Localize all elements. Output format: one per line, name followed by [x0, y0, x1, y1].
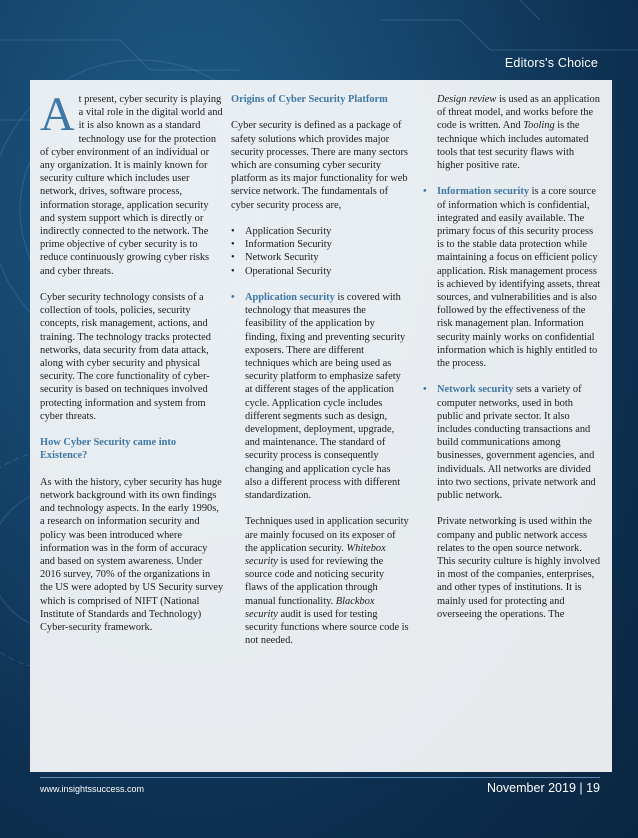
bullet-dot: • [423, 384, 427, 396]
techniques-text-1: Techniques used in application security are mainly focused on its exposer of the application security. [245, 516, 409, 554]
fundamentals-list [231, 225, 409, 278]
paragraph-private-networking: Private networking is used within the company and public network access relates to the open source network. This security culture is highly involved in most of the companies, enterprises, and other types of institutions. It is mainly used for protecting and overseeing the operations. The [437, 516, 601, 620]
application-security-text: is covered with technology that measures the feasibility of the application by finding, fixing and preventing security exposers. There are different techniques which are being used as security platform to emphasize safety at different stages of the application cycle. Application cycle includes different segments such as design, development, deployment, upgrade, and maintenance. The standard of security process is consequently changing and application cycle has also a different process with different standardization. [245, 292, 406, 502]
list-item: • Information Security [231, 238, 409, 251]
paragraph-design-review [437, 93, 601, 172]
paragraph-techniques [245, 515, 409, 647]
design-text-2: is the technique which includes automated tools that test security flaws with higher positive rate. [437, 120, 589, 172]
section-title: Editors's Choice [504, 56, 598, 70]
bullet-dot: • [231, 292, 235, 303]
paragraph-history: As with the history, cyber security has huge network background with its own findings and technology aspects. In the early 1990s, a research on information security and policy was been introduced where information was in the form of accuracy and based on system awareness. Under 2016 survey, 70% of the organizations in the US were adopted by US Security survey which is comprised of NIFT (National Institute of Standards and Technology) Cyber-security framework. [40, 476, 224, 634]
techniques-text-3: audit is used for testing security functions where source code is not needed. [245, 608, 409, 647]
network-security-text: sets a variety of computer networks, used in both public and private sector. It also includes conducting transactions and build communications among businesses, government agencies, and individuals. All networks are divided into two sections, private network and public network. [437, 384, 596, 502]
column-2 [231, 93, 409, 661]
bullet-application-security [231, 291, 409, 502]
intro-paragraph [40, 88, 224, 278]
keyword-information-security: Information security [437, 186, 530, 198]
term-blackbox: Blackbox security [245, 595, 375, 620]
bullet-network-security [423, 383, 601, 502]
bullet-dot: • [423, 186, 427, 198]
techniques-text-2: is used for reviewing the source code and noticing security flaws of the application through manual functionality. [245, 556, 385, 607]
information-security-text: is a core source of information which is confidential, integrated and easily available. The primary focus of this security process is to the stable data protection while maintaining a focus on efficient policy application. Risk management process is achieved by identifying assets, threat sources, and vulnerabilities and is also followed by the effectiveness of the risk management plan. Information security mainly works on confidential information which is highly entitled to the process. [437, 186, 601, 370]
paragraph-technology: Cyber security technology consists of a collection of tools, policies, security concepts, risk management, actions, and training. The technology tracks protected networks, data security from data attack, along with cyber security and physical security. The core functionality of cyber-security is based on techniques involved protecting information and system from cyber threats. [40, 292, 211, 422]
design-text-1: is used as an application of threat model, and works before the code is written. And [437, 94, 600, 132]
intro-text: t present, cyber security is playing a vital role in the digital world and it is also known as a standard technology use for the protection of cyber environment of an individual or any organization. It is mainly known for security culture which includes user network, drives, software process, information storage, application security and system support which is directly or indirectly connected to the network. The prime objective of cyber security is to reduce continuously growing cyber risks and cyber threats. [40, 94, 223, 277]
term-design-review: Design review [437, 94, 497, 105]
column-3 [423, 93, 601, 634]
term-whitebox: Whitebox security [245, 542, 386, 568]
footer-website: www.insightssuccess.com [40, 784, 145, 794]
bullet-information-security [423, 185, 601, 370]
list-item: • Network Security [231, 251, 409, 264]
keyword-network-security: Network security [437, 384, 514, 396]
footer-issue: November 2019 | 19 [486, 781, 600, 795]
footer-divider [40, 777, 600, 778]
heading-existence: How Cyber Security came into Existence? [40, 437, 177, 462]
column-1 [40, 88, 224, 647]
list-item: • Application Security [231, 225, 409, 238]
list-item: • Operational Security [231, 265, 409, 278]
heading-origins: Origins of Cyber Security Platform [231, 94, 388, 105]
paragraph-definition: Cyber security is defined as a package of safety solutions which provides major security processes. There are many sectors which are consuming cyber security platform as its major functionality for web service network. The fundamentals of cyber security process are, [231, 120, 408, 211]
keyword-application-security: Application security [245, 292, 335, 303]
term-tooling: Tooling [523, 120, 555, 132]
drop-cap: A [40, 88, 75, 141]
